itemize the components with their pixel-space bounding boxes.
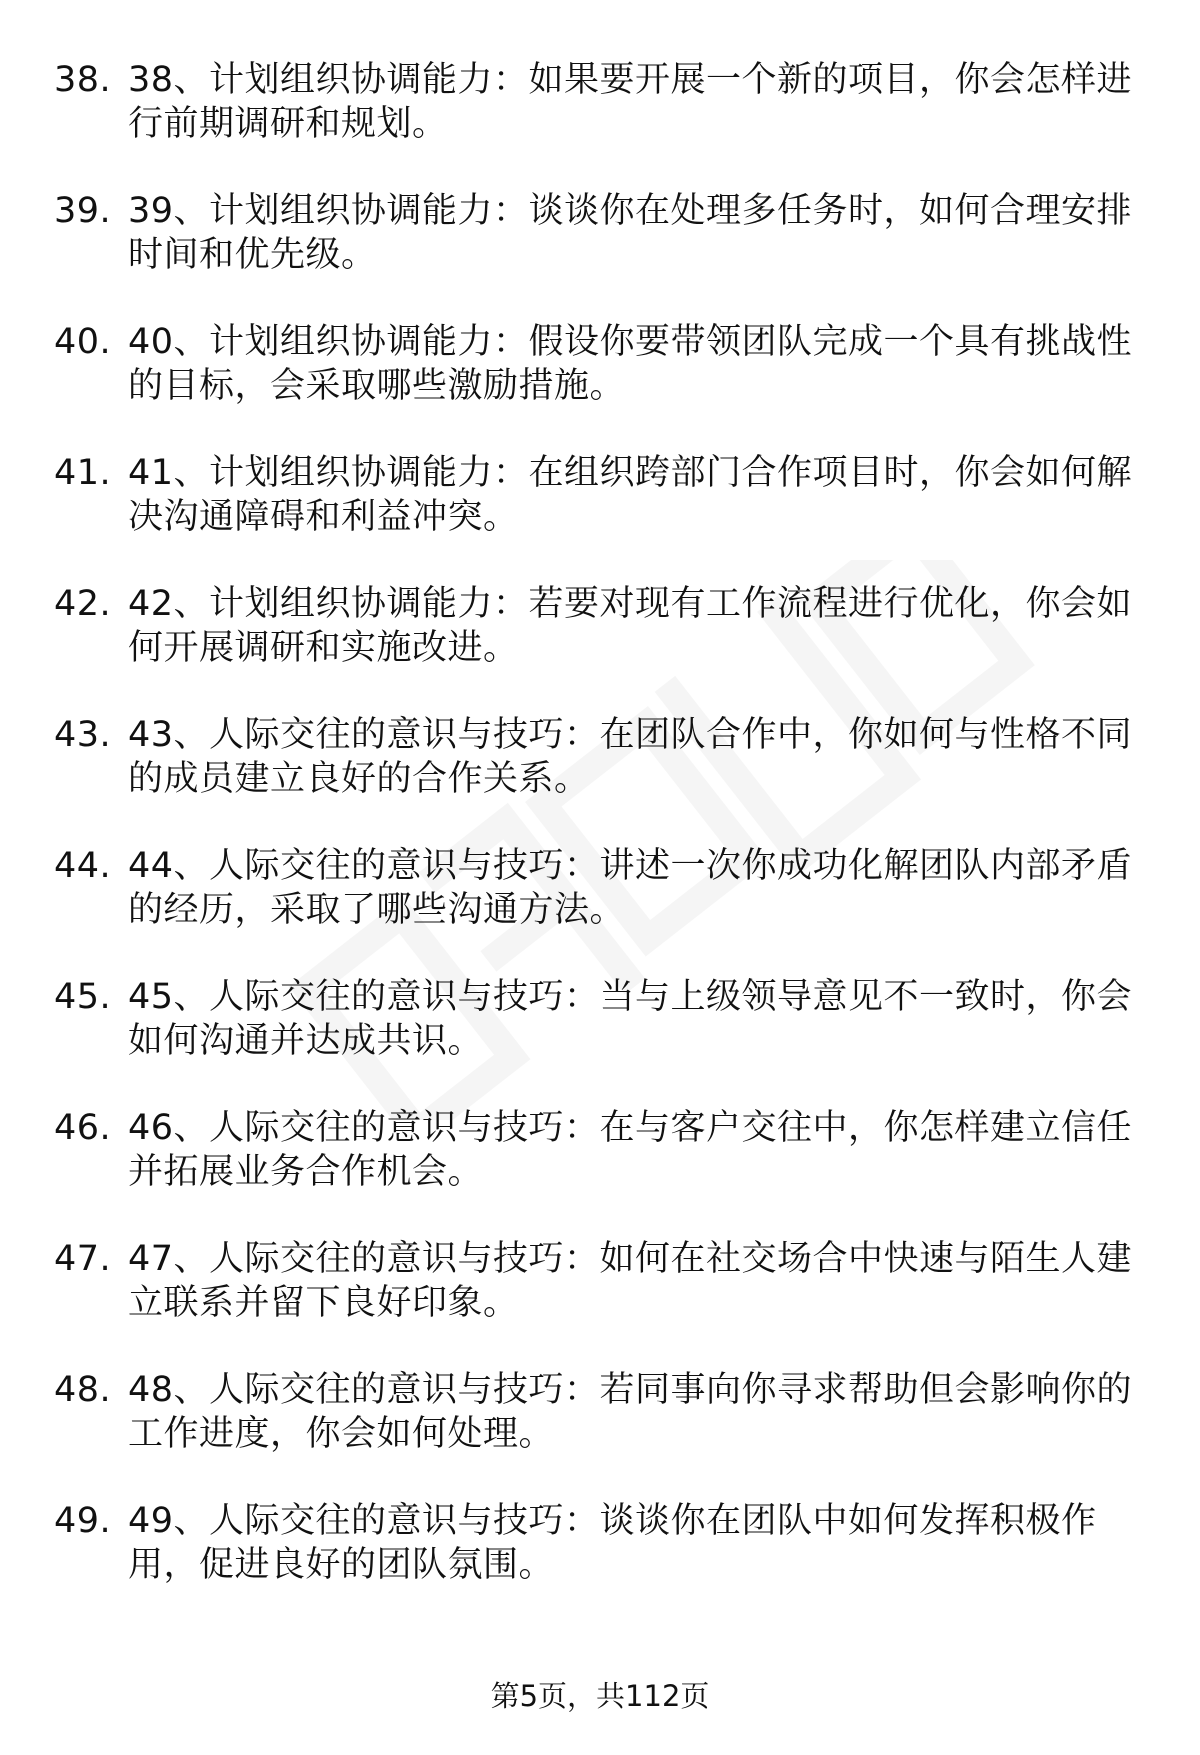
- question-item: [0, 1237, 1200, 1368]
- question-text: 45、人际交往的意识与技巧：当与上级领导意见不一致时，你会如何沟通并达成共识。: [128, 977, 1133, 1061]
- page-number-footer: 第5页，共112页: [490, 1679, 710, 1713]
- question-number: 42.: [54, 584, 112, 624]
- question-number: 40.: [54, 322, 112, 362]
- question-number: 38.: [54, 60, 112, 100]
- question-list: [0, 58, 1200, 1630]
- question-number: 49.: [54, 1501, 112, 1541]
- question-number: 44.: [54, 846, 112, 886]
- question-text: 40、计划组织协调能力：假设你要带领团队完成一个具有挑战性的目标，会采取哪些激励措施。: [128, 322, 1133, 406]
- question-text: 41、计划组织协调能力：在组织跨部门合作项目时，你会如何解决沟通障碍和利益冲突。: [128, 453, 1133, 537]
- question-number: 41.: [54, 453, 112, 493]
- question-item: [0, 844, 1200, 975]
- question-item: [0, 975, 1200, 1106]
- question-text: 46、人际交往的意识与技巧：在与客户交往中，你怎样建立信任并拓展业务合作机会。: [128, 1108, 1133, 1192]
- question-item: [0, 713, 1200, 844]
- question-item: [0, 320, 1200, 451]
- question-text: 39、计划组织协调能力：谈谈你在处理多任务时，如何合理安排时间和优先级。: [128, 191, 1133, 275]
- question-number: 45.: [54, 977, 112, 1017]
- question-item: [0, 1499, 1200, 1630]
- question-text: 47、人际交往的意识与技巧：如何在社交场合中快速与陌生人建立联系并留下良好印象。: [128, 1239, 1133, 1323]
- question-number: 47.: [54, 1239, 112, 1279]
- question-text: 49、人际交往的意识与技巧：谈谈你在团队中如何发挥积极作用，促进良好的团队氛围。: [128, 1501, 1097, 1585]
- question-number: 39.: [54, 191, 112, 231]
- question-text: 42、计划组织协调能力：若要对现有工作流程进行优化，你会如何开展调研和实施改进。: [128, 584, 1133, 668]
- question-text: 48、人际交往的意识与技巧：若同事向你寻求帮助但会影响你的工作进度，你会如何处理。: [128, 1370, 1133, 1454]
- question-text: 43、人际交往的意识与技巧：在团队合作中，你如何与性格不同的成员建立良好的合作关系。: [128, 715, 1133, 799]
- question-text: 44、人际交往的意识与技巧：讲述一次你成功化解团队内部矛盾的经历，采取了哪些沟通方法。: [128, 846, 1133, 930]
- question-number: 43.: [54, 715, 112, 755]
- question-number: 48.: [54, 1370, 112, 1410]
- question-item: [0, 451, 1200, 582]
- question-item: [0, 1106, 1200, 1237]
- question-item: [0, 1368, 1200, 1499]
- question-text: 38、计划组织协调能力：如果要开展一个新的项目，你会怎样进行前期调研和规划。: [128, 60, 1133, 144]
- question-number: 46.: [54, 1108, 112, 1148]
- question-item: [0, 58, 1200, 189]
- question-item: [0, 582, 1200, 713]
- question-item: [0, 189, 1200, 320]
